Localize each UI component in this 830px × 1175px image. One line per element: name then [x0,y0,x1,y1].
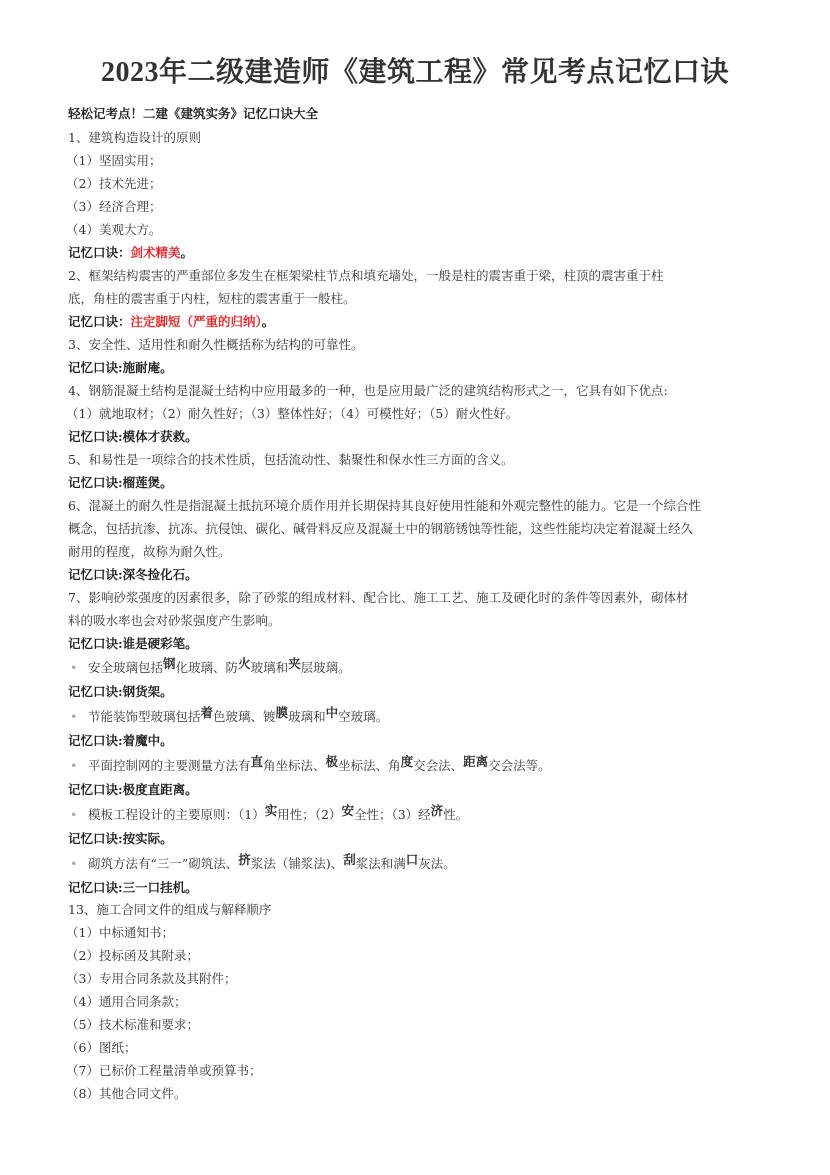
key-char: 实 [264,803,278,818]
bullet-item-survey-methods [68,754,551,774]
text: 交会法、 [413,758,464,773]
bullet-item-masonry [68,852,456,872]
text: 玻璃和 [250,660,289,675]
key-char: 距离 [463,754,489,769]
text: 坐标法、角 [338,758,401,773]
separator: ： [118,245,131,260]
text: 色玻璃、镀 [213,709,276,724]
list-item: （3）经济合理； [66,199,162,214]
key-char: 直 [250,754,264,769]
key-char: 度 [400,754,414,769]
separator: ： [118,314,131,329]
list-item: （1）中标通知书； [66,925,174,940]
list-item: （4）通用合同条款； [66,994,187,1009]
list-item: （1）坚固实用； [66,153,162,168]
text: 玻璃和 [288,709,326,724]
list-item: （8）其他合同文件。 [66,1086,187,1101]
section-13-heading: 13、施工合同文件的组成与解释顺序 [68,902,272,917]
list-item: （3）专用合同条款及其附件； [66,971,237,986]
key-char: 安 [341,803,354,818]
section-4-line-1: 4、钢筋混凝土结构是混凝土结构中应用最多的一种，也是应用最广泛的建筑结构形式之一，它具有如下优点: [68,383,668,398]
key-char: 中 [325,705,339,720]
page-title: 2023年二级建造师《建筑工程》常见考点记忆口诀 [100,57,729,88]
bullet-icon: • [70,758,78,773]
text: 浆法（铺浆法)、 [250,856,344,871]
mnemonic-8: 记忆口诀:钢货架。 [68,684,173,699]
mnemonic-4: 记忆口诀:模体才获救。 [68,429,198,444]
section-4-line-2: （1）就地取材；（2）耐久性好；（3）整体性好；（4）可模性好；（5）耐火性好。 [66,406,519,421]
bullet-item-energy-glass [68,705,389,725]
mnemonic-12: 记忆口诀:三一口挂机。 [68,880,198,895]
mnemonic-3: 记忆口诀:施耐庵。 [68,360,173,375]
mnemonic-10: 记忆口诀:极度直距离。 [68,782,198,797]
text: 空玻璃。 [338,709,389,724]
bullet-item-safety-glass [68,656,351,676]
text: 化玻璃、防 [175,660,239,675]
key-char: 火 [238,656,251,671]
list-item: （4）美观大方。 [66,222,162,237]
section-3-line-1: 3、安全性、适用性和耐久性概括称为结构的可靠性。 [68,337,364,352]
text: 砌筑方法有“三一”砌筑法、 [88,856,239,871]
mnemonic-11: 记忆口诀:按实际。 [68,831,173,846]
mnemonic-highlight: 注定脚短（严重的归纳） [130,314,262,329]
section-6-line-2: 概念，包括抗渗、抗冻、抗侵蚀、碳化、碱骨料反应及混凝土中的钢筋锈蚀等性能，这些性能均决定着混凝土经久 [68,521,694,536]
key-char: 挤 [238,852,251,867]
key-char: 济 [430,803,444,818]
section-7-line-1: 7、影响砂浆强度的因素很多，除了砂浆的组成材料、配合比、施工工艺、施工及硬化时的条件等因素外，砌体材 [68,590,689,605]
mnemonic-highlight: 剑术精美 [130,245,181,260]
text: 角坐标法、 [263,758,326,773]
mnemonic-6: 记忆口诀:深冬捡化石。 [68,567,198,582]
key-char: 刮 [343,852,356,867]
bullet-icon: • [70,807,78,822]
mnemonic-2 [68,314,274,330]
list-item: （5）技术标准和要求； [66,1017,199,1032]
mnemonic-9: 记忆口诀:着魔中。 [68,733,173,748]
key-char: 膜 [275,705,289,720]
section-6-line-1: 6、混凝土的耐久性是指混凝土抵抗环境介质作用并长期保持其良好使用性能和外观完整性的能力。它是一个综合性 [68,498,701,513]
key-char: 着 [200,705,214,720]
bullet-icon: • [70,709,78,724]
section-1-heading: 1、建筑构造设计的原则 [68,130,201,145]
list-item: （2）技术先进； [66,176,162,191]
mnemonic-5: 记忆口诀:榴莲煲。 [68,475,173,490]
list-item: （7）已标价工程量清单或预算书； [66,1063,262,1078]
bullet-icon: • [70,856,78,871]
section-5-line-1: 5、和易性是一项综合的技术性质，包括流动性、黏聚性和保水性三方面的含义。 [68,452,514,467]
text: 交会法等。 [488,758,551,773]
key-char: 口 [405,852,419,867]
text: 层玻璃。 [300,660,351,675]
bullet-item-formwork [68,803,469,823]
mnemonic-7: 记忆口诀:谁是硬彩笔。 [68,636,198,651]
section-2-line-1: 2、框架结构震害的严重部位多发生在框架梁柱节点和填充墙处，一般是柱的震害重于梁，柱顶的震害重于柱 [68,268,664,283]
text: 节能装饰型玻璃包括 [88,709,201,724]
subtitle: 轻松记考点！二建《建筑实务》记忆口诀大全 [68,106,319,121]
text: 灰法。 [418,856,456,871]
text: 安全玻璃包括 [88,660,164,675]
mnemonic-1 [68,245,193,261]
list-item: （6）图纸； [66,1040,137,1055]
list-item: （2）投标函及其附录； [66,948,199,963]
key-char: 夹 [288,656,301,671]
section-2-line-2: 底，角柱的震害重于内柱，短柱的震害重于一般柱。 [68,291,356,306]
key-char: 极 [325,754,339,769]
text: 用性；（2） [277,807,342,822]
key-char: 钢 [163,656,176,671]
section-6-line-3: 耐用的程度，故称为耐久性。 [68,544,231,559]
period: 。 [261,314,275,329]
text: 平面控制网的主要测量方法有 [88,758,251,773]
bullet-icon: • [70,660,78,675]
mnemonic-label: 记忆口诀 [68,314,119,329]
section-7-line-2: 料的吸水率也会对砂浆强度产生影响。 [68,613,281,628]
text: 浆法和满 [355,856,406,871]
period: 。 [180,245,194,260]
text: 全性；（3）经 [353,807,431,822]
text: 模板工程设计的主要原则：（1） [88,807,265,822]
mnemonic-label: 记忆口诀 [68,245,119,260]
text: 性。 [443,807,469,822]
